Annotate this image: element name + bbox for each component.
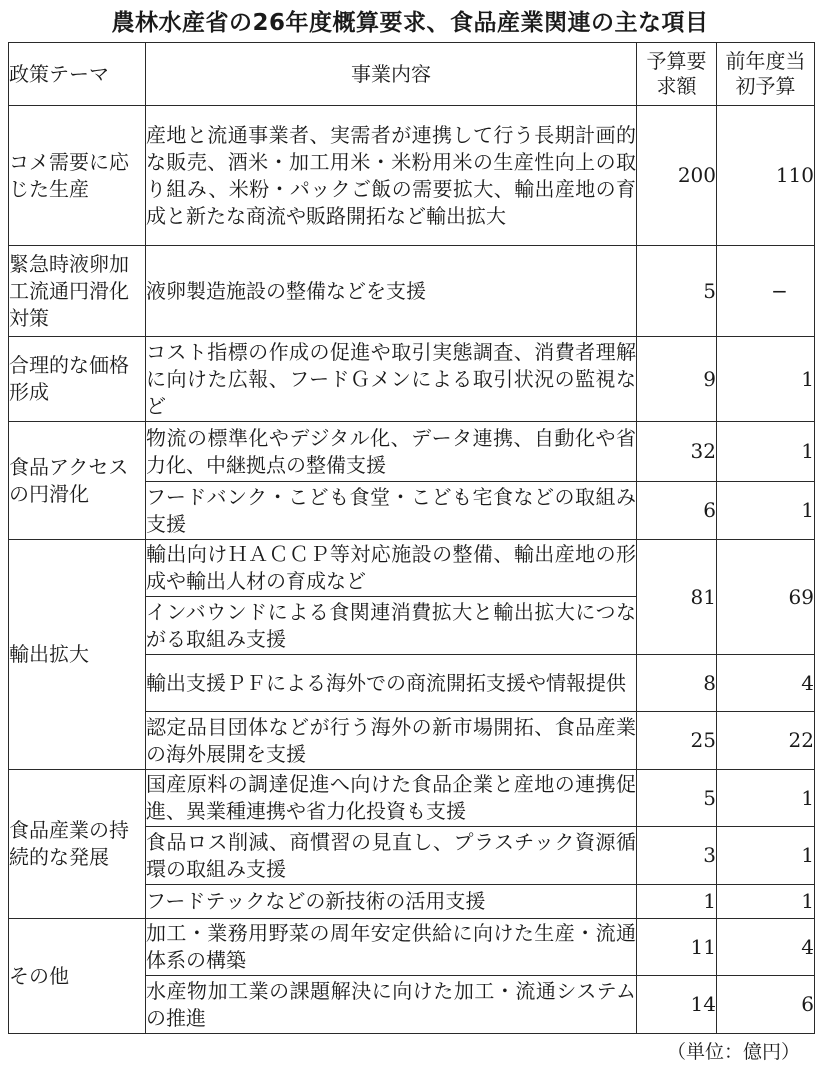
header-theme: 政策テーマ (9, 43, 146, 106)
prev-cell: 110 (717, 106, 815, 246)
request-cell: 14 (637, 976, 717, 1034)
prev-cell: 1 (717, 337, 815, 422)
prev-cell: 1 (717, 422, 815, 482)
header-request: 予算要求額 (637, 43, 717, 106)
theme-cell: コメ需要に応じた生産 (9, 106, 146, 246)
content-cell: 認定品目団体などが行う海外の新市場開拓、食品産業の海外展開を支援 (146, 712, 637, 770)
content-cell: インバウンドによる食関連消費拡大と輸出拡大につながる取組み支援 (146, 597, 637, 655)
content-cell: コスト指標の作成の促進や取引実態調査、消費者理解に向けた広報、フードＧメンによる取引状況の監視など (146, 337, 637, 422)
content-cell: 国産原料の調達促進へ向けた食品企業と産地の連携促進、異業種連携や省力化投資も支援 (146, 770, 637, 827)
request-cell: 32 (637, 422, 717, 482)
table-row (9, 770, 815, 827)
theme-cell: 合理的な価格形成 (9, 337, 146, 422)
request-cell: 11 (637, 919, 717, 976)
theme-cell: 食品産業の持続的な発展 (9, 770, 146, 919)
table-row (9, 422, 815, 482)
content-cell: 食品ロス削減、商慣習の見直し、プラスチック資源循環の取組み支援 (146, 827, 637, 885)
content-cell: フードバンク・こども食堂・こども宅食などの取組み支援 (146, 482, 637, 540)
prev-cell: 1 (717, 482, 815, 540)
table-row (9, 337, 815, 422)
prev-cell: 6 (717, 976, 815, 1034)
content-cell: 輸出支援ＰＦによる海外での商流開拓支援や情報提供 (146, 655, 637, 712)
request-cell: 9 (637, 337, 717, 422)
table-row (9, 246, 815, 337)
prev-cell: 4 (717, 655, 815, 712)
theme-cell: 輸出拡大 (9, 540, 146, 770)
request-cell: 25 (637, 712, 717, 770)
theme-cell: 緊急時液卵加工流通円滑化対策 (9, 246, 146, 337)
header-prev: 前年度当初予算 (717, 43, 815, 106)
request-cell: 5 (637, 770, 717, 827)
prev-cell: 4 (717, 919, 815, 976)
prev-cell: 69 (717, 540, 815, 655)
content-cell: 加工・業務用野菜の周年安定供給に向けた生産・流通体系の構築 (146, 919, 637, 976)
content-cell: フードテックなどの新技術の活用支援 (146, 885, 637, 919)
content-cell: 液卵製造施設の整備などを支援 (146, 246, 637, 337)
request-cell: 81 (637, 540, 717, 655)
table-row (9, 919, 815, 976)
theme-cell: 食品アクセスの円滑化 (9, 422, 146, 540)
request-cell: 200 (637, 106, 717, 246)
prev-cell: 22 (717, 712, 815, 770)
request-cell: 8 (637, 655, 717, 712)
table-row (9, 106, 815, 246)
content-cell: 輸出向けＨＡＣＣＰ等対応施設の整備、輸出産地の形成や輸出人材の育成など (146, 540, 637, 597)
request-cell: 5 (637, 246, 717, 337)
prev-cell: − (717, 246, 815, 337)
request-cell: 6 (637, 482, 717, 540)
budget-table (8, 42, 815, 1034)
request-cell: 3 (637, 827, 717, 885)
theme-cell: その他 (9, 919, 146, 1034)
table-row (9, 540, 815, 597)
content-cell: 物流の標準化やデジタル化、データ連携、自動化や省力化、中継拠点の整備支援 (146, 422, 637, 482)
prev-cell: 1 (717, 885, 815, 919)
header-row (9, 43, 815, 106)
prev-cell: 1 (717, 770, 815, 827)
header-content: 事業内容 (146, 43, 637, 106)
content-cell: 産地と流通事業者、実需者が連携して行う長期計画的な販売、酒米・加工用米・米粉用米の生産性向上の取り組み、米粉・パックご飯の需要拡大、輸出産地の育成と新たな商流や販路開拓など輸出拡大 (146, 106, 637, 246)
prev-cell: 1 (717, 827, 815, 885)
unit-note: （単位：億円） (666, 1041, 800, 1063)
request-cell: 1 (637, 885, 717, 919)
content-cell: 水産物加工業の課題解決に向けた加工・流通システムの推進 (146, 976, 637, 1034)
table-title: 農林水産省の26年度概算要求、食品産業関連の主な項目 (111, 10, 709, 36)
